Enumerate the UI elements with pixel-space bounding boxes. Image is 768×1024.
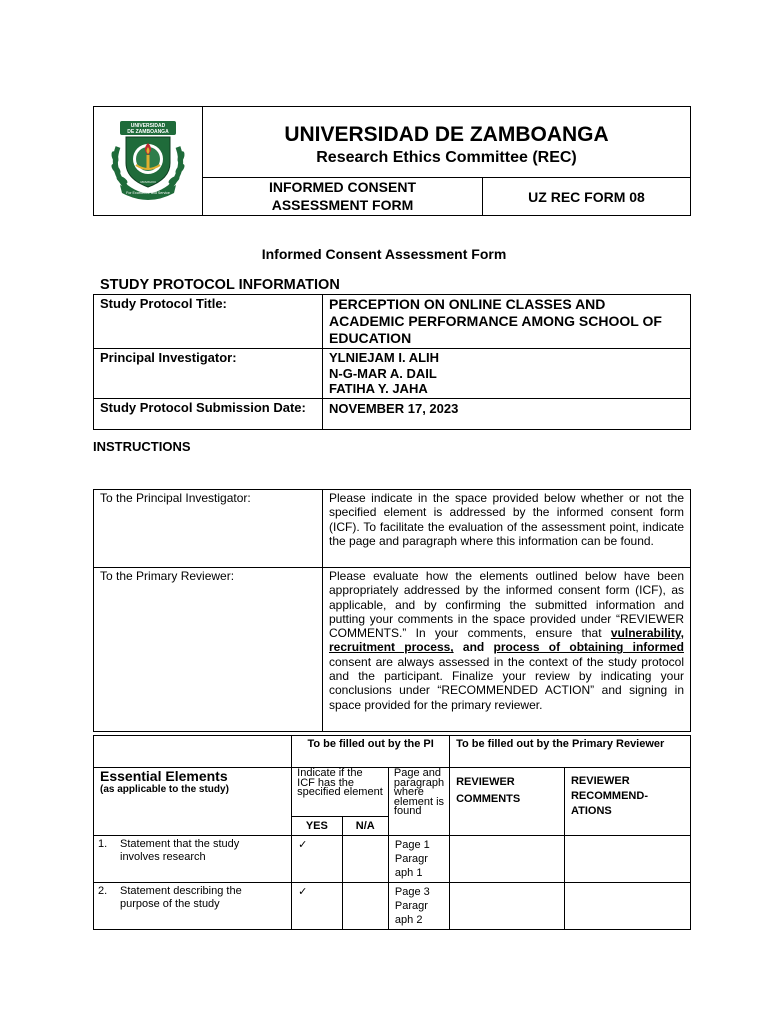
reviewer-text-part: Please evaluate how the elements outlined below have been appropriately addressed by the informed consent form (ICF), as applicable, and by confirming the submitted information and putting your comments in the space provided under “REVIEWER COMMENTS.” In your comments, ensure that: [329, 569, 684, 641]
title-label: Study Protocol Title:: [94, 295, 323, 349]
study-protocol-table: [93, 294, 691, 430]
page-note: Page and paragraph where element is found: [388, 768, 449, 836]
title-cell: [203, 107, 691, 178]
form-subtitle: Informed Consent Assessment Form: [261, 246, 507, 262]
form-code: UZ REC FORM 08: [483, 178, 691, 216]
essential-elements-subtitle: (as applicable to the study): [100, 784, 229, 795]
essential-elements-title: Essential Elements: [100, 768, 228, 784]
reviewer-section-header: To be filled out by the Primary Reviewer: [450, 736, 691, 768]
form-header: [93, 106, 691, 216]
element-number: 2.: [98, 885, 108, 897]
blank-header-cell: [94, 736, 292, 768]
svg-text:For Excellence and Service: For Excellence and Service: [126, 190, 170, 195]
icf-note: Indicate if the ICF has the specified element: [292, 768, 389, 817]
form-name: INFORMED CONSENT ASSESSMENT FORM: [269, 179, 416, 213]
page-paragraph[interactable]: Page 3 Paragr aph 2: [388, 883, 449, 930]
svg-text:DE ZAMBOANGA: DE ZAMBOANGA: [127, 128, 169, 135]
element-description: Statement describing the purpose of the study: [120, 885, 242, 910]
pi-instruction-label: To the Principal Investigator:: [94, 490, 323, 568]
date-value: NOVEMBER 17, 2023: [323, 398, 691, 429]
process-emphasis: process of obtaining informed: [493, 640, 684, 655]
element-number: 1.: [98, 838, 108, 850]
instructions-table: [93, 489, 691, 732]
reviewer-instruction-label: To the Primary Reviewer:: [94, 568, 323, 732]
date-label: Study Protocol Submission Date:: [94, 398, 323, 429]
vulnerability-emphasis: vulnerability, recruitment process,: [329, 626, 684, 655]
reviewer-comment-cell[interactable]: [450, 883, 565, 930]
and-word: and: [453, 640, 494, 655]
pi-label: Principal Investigator:: [94, 349, 323, 399]
pi-name: N-G-MAR A. DAIL: [329, 365, 437, 381]
element-row-1-text: [94, 836, 292, 883]
pi-name: FATIHA Y. JAHA: [329, 381, 428, 396]
page-paragraph[interactable]: Page 1 Paragr aph 1: [388, 836, 449, 883]
na-cell[interactable]: [342, 883, 388, 930]
reviewer-recommendations-header: REVIEWER RECOMMEND-ATIONS: [564, 768, 690, 836]
reviewer-instruction-text: [323, 568, 691, 732]
pi-values: [323, 349, 691, 399]
pi-name: YLNIEJAM I. ALIH: [329, 350, 440, 365]
svg-text:MCMXLVIII: MCMXLVIII: [140, 179, 156, 184]
pi-section-header: To be filled out by the PI: [292, 736, 450, 768]
element-row-2-text: [94, 883, 292, 930]
reviewer-recommendation-cell[interactable]: [564, 836, 690, 883]
yes-header: YES: [292, 817, 342, 836]
reviewer-text-part: consent are always assessed in the context of the study protocol and the participant. Finalize your review by indicating your conclusions under “RECOMMENDED ACTION” and signing in space provided for the primary reviewer.: [329, 654, 684, 712]
na-cell[interactable]: [342, 836, 388, 883]
reviewer-comments-header: REVIEWER COMMENTS: [450, 768, 565, 836]
university-name: UNIVERSIDAD DE ZAMBOANGA: [284, 123, 609, 146]
instructions-heading: INSTRUCTIONS: [93, 439, 191, 454]
form-name-cell: [203, 178, 483, 216]
svg-text:UNIVERSIDAD: UNIVERSIDAD: [130, 122, 166, 129]
essential-elements-table: [93, 735, 691, 930]
pi-instruction-text: Please indicate in the space provided below whether or not the specified element is addressed by the informed consent form (ICF). To facilitate the evaluation of the assessment point, indicate the page and paragraph where this information can be found.: [323, 490, 691, 568]
yes-checkmark[interactable]: ✓: [292, 883, 342, 930]
element-description: Statement that the study involves research: [120, 838, 240, 863]
title-value: PERCEPTION ON ONLINE CLASSES AND ACADEMIC PERFORMANCE AMONG SCHOOL OF EDUCATION: [323, 295, 691, 349]
committee-name: Research Ethics Committee (REC): [316, 149, 577, 166]
logo-cell: [94, 107, 203, 216]
essential-elements-header: [94, 768, 292, 836]
na-header: N/A: [342, 817, 388, 836]
reviewer-recommendation-cell[interactable]: [564, 883, 690, 930]
yes-checkmark[interactable]: ✓: [292, 836, 342, 883]
reviewer-comment-cell[interactable]: [450, 836, 565, 883]
study-protocol-heading: STUDY PROTOCOL INFORMATION: [100, 277, 340, 293]
university-seal-logo: [106, 117, 190, 201]
